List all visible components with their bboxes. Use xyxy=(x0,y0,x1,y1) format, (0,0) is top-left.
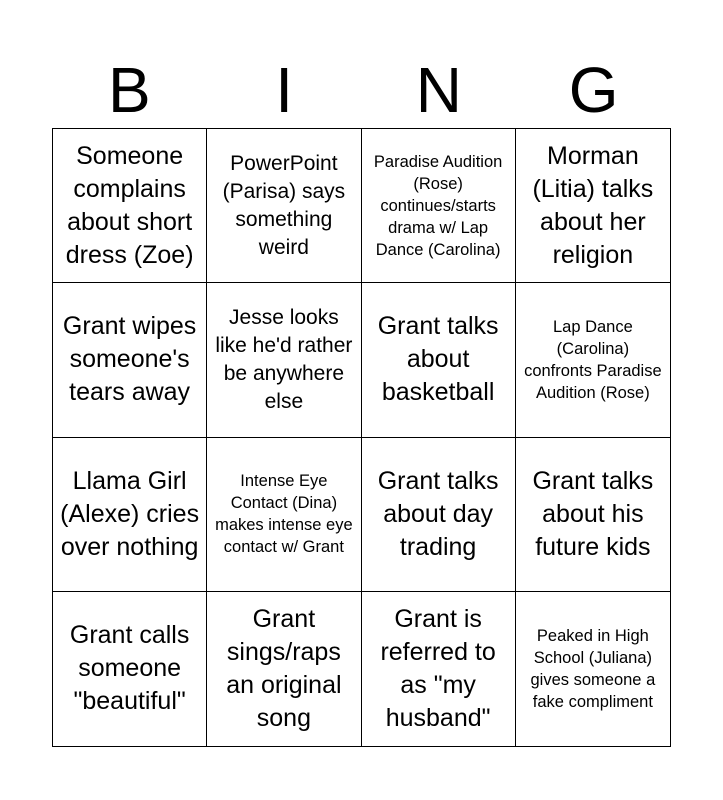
header-letter-n: N xyxy=(415,54,462,126)
cell-text: Llama Girl (Alexe) cries over nothing xyxy=(60,466,200,561)
bingo-cell-r1c3[interactable] xyxy=(362,129,516,283)
cell-text: Someone complains about short dress (Zoe) xyxy=(65,141,194,269)
cell-text: Grant is referred to as "my husband" xyxy=(380,604,496,732)
header-letter-g: G xyxy=(568,54,619,126)
bingo-cell-r1c4[interactable] xyxy=(516,129,670,283)
bingo-cell-r4c2[interactable] xyxy=(207,592,361,746)
bingo-header xyxy=(52,52,671,128)
bingo-cell-r2c3[interactable] xyxy=(362,283,516,437)
bingo-cell-r1c1[interactable] xyxy=(53,129,207,283)
bingo-cell-r2c2[interactable] xyxy=(207,283,361,437)
cell-text: Grant talks about basketball xyxy=(377,312,499,407)
cell-text: Grant sings/raps an original song xyxy=(226,604,342,732)
bingo-cell-r4c1[interactable] xyxy=(53,592,207,746)
header-letter-i: I xyxy=(275,54,294,126)
cell-text: Grant calls someone "beautiful" xyxy=(69,621,190,716)
cell-text: Jesse looks like he'd rather be anywhere else xyxy=(215,305,353,413)
cell-text: Paradise Audition (Rose) continues/starts drama w/ Lap Dance (Carolina) xyxy=(373,152,503,259)
bingo-cell-r3c3[interactable] xyxy=(362,438,516,592)
cell-text: PowerPoint (Parisa) says something weird xyxy=(222,151,346,259)
cell-text: Intense Eye Contact (Dina) makes intense eye contact w/ Grant xyxy=(215,472,353,557)
bingo-cell-r3c4[interactable] xyxy=(516,438,670,592)
bingo-cell-r4c3[interactable] xyxy=(362,592,516,746)
cell-text: Grant talks about his future kids xyxy=(532,466,654,561)
bingo-cell-r3c2[interactable] xyxy=(207,438,361,592)
bingo-board xyxy=(52,128,671,747)
cell-text: Lap Dance (Carolina) confronts Paradise Audition (Rose) xyxy=(524,317,662,402)
cell-text: Grant talks about day trading xyxy=(377,466,499,561)
cell-text: Grant wipes someone's tears away xyxy=(62,312,197,407)
bingo-cell-r4c4[interactable] xyxy=(516,592,670,746)
header-letter-b: B xyxy=(108,54,151,126)
cell-text: Morman (Litia) talks about her religion xyxy=(532,141,654,269)
bingo-cell-r2c4[interactable] xyxy=(516,283,670,437)
bingo-cell-r1c2[interactable] xyxy=(207,129,361,283)
bingo-cell-r2c1[interactable] xyxy=(53,283,207,437)
cell-text: Peaked in High School (Juliana) gives someone a fake compliment xyxy=(530,626,656,711)
bingo-cell-r3c1[interactable] xyxy=(53,438,207,592)
